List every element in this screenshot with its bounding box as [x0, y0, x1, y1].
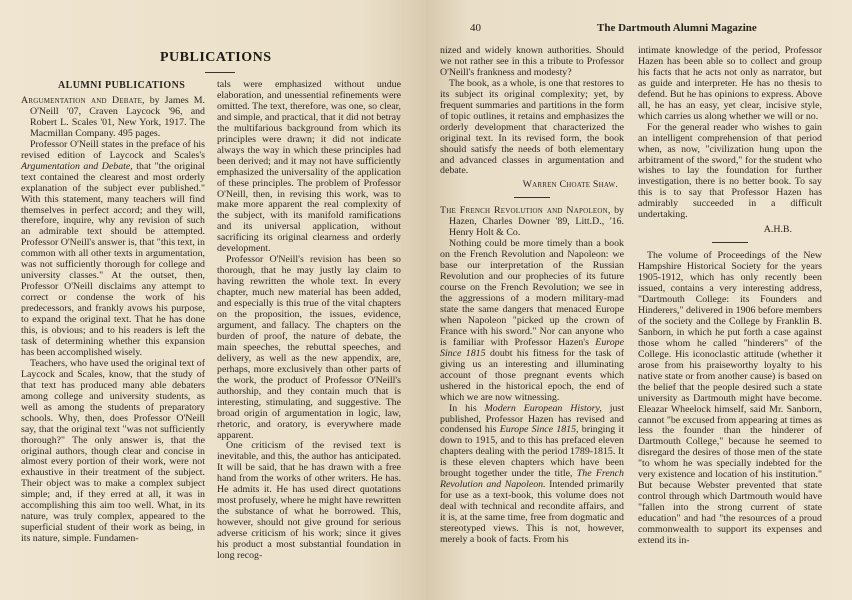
book-citation-2-rest: by Hazen, Charles Downer '89, Litt.D., '16. Henry Holt & Co. [449, 205, 624, 239]
page-number: 40 [470, 22, 481, 34]
right-page [426, 0, 852, 600]
text-run: bringing it down to 1915, and to this has prefaced eleven chapters dealing with the period 1789-1815. It is these eleven chapters which have been brought together under the title, [440, 424, 624, 480]
paragraph: The book, as a whole, is one that restores to its subject its original complexity; yet, by frequent summaries and partitions in the form of topic outlines, it retains and emphasizes the orderly development that characterized the original text. In its revised form, the book should satisfy the needs of both elementary and advanced classes in argumentation and debate. [440, 77, 624, 177]
text-run: Nothing could be more timely than a book on the French Revolution and Napoleon: we base our interpretation of the Russian Revolution and our prophecies of its future course on the French Revolution; we see in the aggressions of a modern military-mad state the same dangers that menaced Europe when Napoleon "picked up the crown of France with his sword." Nor can anyone who is familiar with Professor Hazen's [440, 238, 624, 348]
book-title-2: The French Revolution and Napoleon, [440, 205, 611, 217]
text-run: that "the original text contained the clearest and most orderly explanation of the subject ever published." With this statement, many teachers will find themselves in perfect accord; and they will, therefore, inquire, why any revision of such an admirable text should be attempted. Professor O'Neill's answer is, that "this text, in common with all other texts in argumentation, was not sufficiently thorough for college and university classes." At the outset, then, Professor O'Neill disclaims any attempt to correct or condense the work of his predecessors, and frankly avows his purpose, to expand the original text. That he has done this, is obvious; and to his readers is left the task of determining whether this expansion has been accomplished wisely. [21, 160, 205, 358]
paragraph: nized and widely known authorities. Should we not rather see in this a tribute to Professor O'Neill's frankness and modesty? [440, 45, 624, 78]
text-run: doubt his fitness for the task of giving us an interesting and illuminating account of those pregnant events which ushered in the historical epoch, the end of which we are now witnessing. [440, 347, 624, 403]
section-divider [712, 242, 748, 243]
italic-title: The French Revolution and Napoleon. [440, 468, 624, 491]
text-run: In his [449, 402, 485, 414]
paragraph [21, 140, 205, 359]
book-citation-1 [21, 96, 205, 140]
italic-title: Europe Since 1815 [440, 336, 624, 359]
italic-title: Europe Since 1815, [499, 424, 579, 436]
paragraph [440, 404, 624, 546]
section-divider [514, 197, 550, 198]
review-signature: Warren Choate Shaw. [522, 179, 618, 191]
paragraph: One criticism of the revised text is inevitable, and this, the author has anticipated. It will be said, that he has drawn with a free hand from the works of other writers. He has. He admits it. He has used direct quotations most profusely, where he might have rewritten the substance of what he borrowed. This, however, should not give ground for serious adverse criticism of his work; since it gives his product a most substantial foundation in long recog- [217, 440, 401, 561]
italic-title: Argumentation and Debate, [21, 160, 133, 172]
title-rule [205, 72, 235, 73]
italic-title: Modern European History, [484, 402, 602, 414]
paragraph: Teachers, who have used the original text of Laycock and Scales, know, that the study of that text has produced many able debaters among college and university students, as well as among the students of preparatory schools. Why, then, does Professor O'Neill say, that the original text "was not sufficiently thorough?" The only answer is, that the original authors, though clear and concise in almost every portion of their work, were not exhaustive in their treatment of the subject. Their object was to make a complex subject simple; and, if they erred at all, it was in accomplishing this aim too well. What, in its nature, was truly complex, appeared to the superficial student of their work as being, in its nature, simple. Fundamen- [21, 357, 205, 545]
right-column-1 [440, 46, 624, 546]
text-run: just published, Professor Hazen has revised and condensed his [440, 402, 624, 436]
text-run: Intended primarily for use as a text-book, this volume does not deal with technical and recondite affairs, and it is, at the same time, free from dogmatic and stereotyped views. This is not, however, merely a book of facts. From his [440, 479, 624, 545]
left-column-1 [21, 96, 205, 545]
paragraph: Professor O'Neill's revision has been so thorough, that he may justly lay claim to having rewritten the whole text. In every chapter, much new material has been added, and especially is this true of the vital chapters on the proposition, the issues, evidence, argument, and fallacy. The chapters on the burden of proof, the nature of debate, the main speeches, the rebuttal speeches, and delivery, as well as the new appendix, are, perhaps, more exclusively than other parts of the work, the product of Professor O'Neill's authorship, and they contain much that is interesting, stimulating, and suggestive. The broad origin of argumentation in logic, law, rhetoric, and oratory, is everywhere made apparent. [217, 254, 401, 441]
review-initials: A.H.B. [763, 224, 792, 236]
page-title: PUBLICATIONS [160, 50, 272, 65]
running-head: The Dartmouth Alumni Magazine [597, 22, 757, 34]
text-run: Professor O'Neill states in the preface of his revised edition of Laycock and Scales's [21, 138, 205, 161]
paragraph: For the general reader who wishes to gain an intelligent comprehension of that period when, as now, "civilization hung upon the arbitrament of the sword," for the student who wishes to lay the foundation for further investigation, there is no better book. To say this is to say that Professor Hazen has admirably succeeded in a difficult undertaking. [638, 121, 822, 221]
book-citation-1-rest: by James M. O'Neill '07, Craven Laycock '96, and Robert L. Scales '01, New York, 1917. The Macmillan Company. 495 pages. [30, 95, 205, 139]
paragraph [440, 239, 624, 403]
paragraph: The volume of Proceedings of the New Hampshire Historical Society for the years 1905-1912, which has only recently been issued, contains a very interesting address, "Dartmouth College: its Founders and Hinderers," delivered in 1906 before members of the society and the College by Franklin B. Sanborn, in which he put forth a case against those whom he called "hinderers" of the College. His iconoclastic attitude (whether it arose from his praiseworthy loyalty to his native state or from another cause) is based on the belief that the people desired such a state university as Dartmouth might have become. Eleazar Wheelock himself, said Mr. Sanborn, cannot "be excused from appearing at times as less the founder than the hinderer of Dartmouth College," because he seemed to disregard the desires of those men of the state "to whom he was specially indebted for the very existence and location of his institution." But because Webster prevented that state control through which Dartmouth would have "fallen into the strong current of state education" and had "the resources of a proud commonwealth to support its expenses and extend its in- [638, 250, 822, 546]
book-title-1: Argumentation and Debate, [21, 95, 145, 106]
paragraph: tals were emphasized without undue elaboration, and unessential refinements were omitted. The text, therefore, was one, so clear, and simple, and practical, that it did not betray the multifarious background from which its principles were drawn; it did not indicate always the way in which these principles had been derived; and it may not have sufficiently emphasized the universality of the application of these principles. The problem of Professor O'Neill, then, in revising this work, was to make more apparent the real complexity of the subject, with its manifold ramifications and its universal application, without sacrificing its original clearness and orderly development. [217, 79, 401, 255]
paragraph: intimate knowledge of the period, Professor Hazen has been able so to collect and group his facts that he acts not only as narrator, but as guide and interpreter. He has no thesis to defend. But he has opinions to express. Above all, he has an easy, yet clear, incisive style, which carries us along whether we will or no. [638, 45, 822, 122]
section-heading: ALUMNI PUBLICATIONS [58, 80, 186, 91]
book-citation-2 [440, 206, 624, 239]
left-column-2 [217, 80, 401, 562]
right-column-2 [638, 46, 822, 547]
